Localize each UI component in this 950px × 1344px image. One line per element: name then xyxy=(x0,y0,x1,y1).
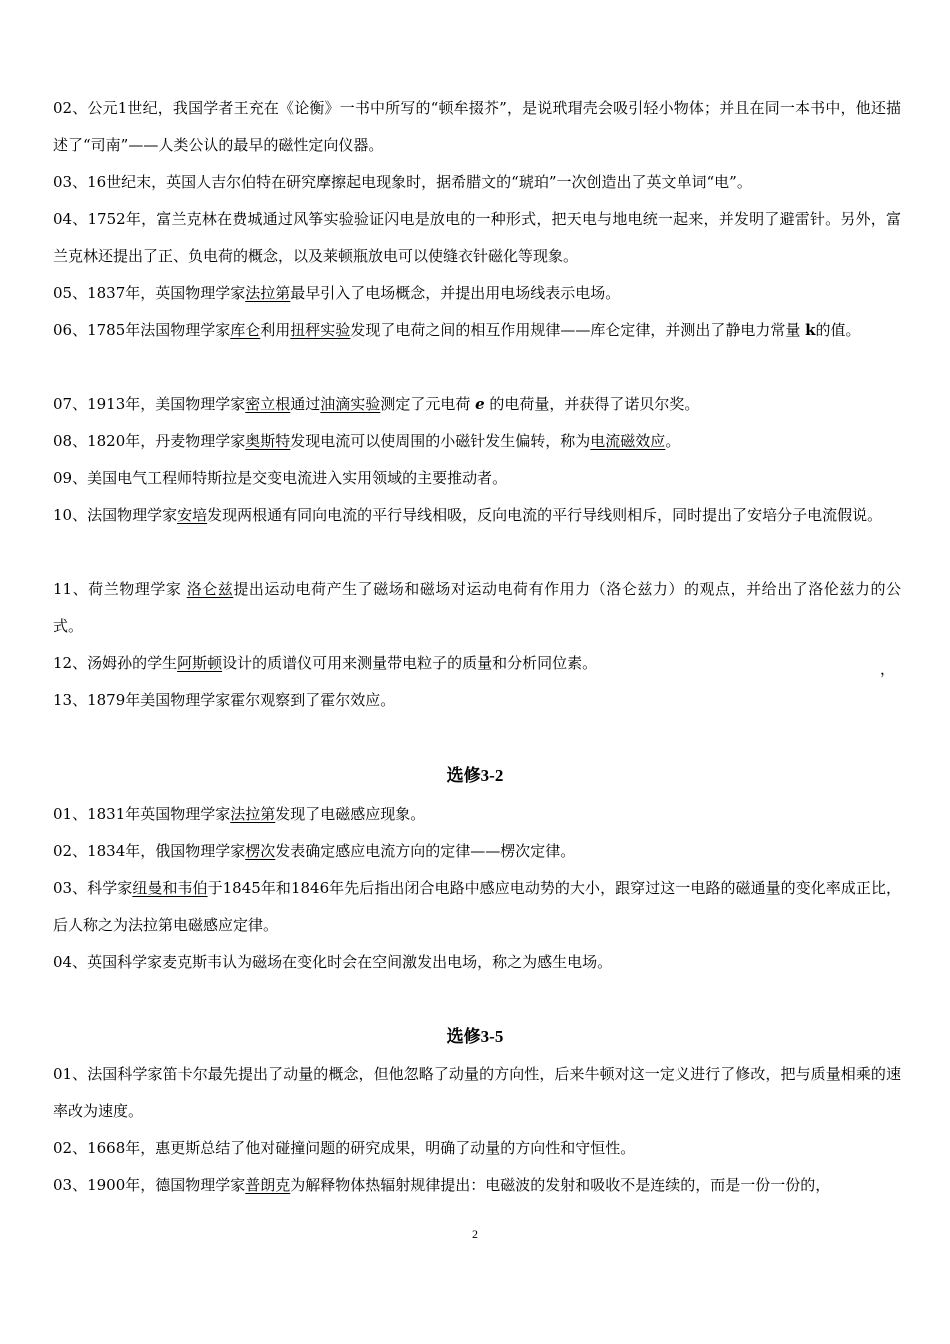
text-run: 测定了元电荷 xyxy=(380,395,476,413)
text-run: 02、1834年，俄国物理学家 xyxy=(53,842,246,860)
text-run: 01、1831年英国物理学家 xyxy=(53,805,231,823)
text-run: 最早引入了电场概念，并提出用电场线表示电场。 xyxy=(290,284,621,302)
underlined-term: 阿斯顿 xyxy=(177,654,223,672)
text-run: 02、1668年，惠更斯总结了他对碰撞问题的研究成果，明确了动量的方向性和守恒性。 xyxy=(53,1139,636,1157)
stray-comma: ， xyxy=(880,660,896,678)
paragraph-3-1-12 xyxy=(53,645,901,682)
underlined-term: 扭秤实验 xyxy=(290,321,351,339)
text-run: 于1845年和1846年先后指出闭合电路中感应电动势的大小，跟穿过这一电路的磁通量的变化率成正比，后人称之为法拉第电磁感应定律。 xyxy=(53,879,901,934)
paragraph-3-1-02 xyxy=(53,90,901,164)
paragraph-3-1-07 xyxy=(53,386,901,423)
text-run: 03、1900年，德国物理学家 xyxy=(53,1176,246,1194)
section-heading-3-2 xyxy=(0,764,950,788)
emphasis-symbol: e xyxy=(475,395,485,413)
paragraph-3-1-05 xyxy=(53,275,901,312)
paragraph-3-5-01 xyxy=(53,1056,901,1130)
paragraph-3-1-09 xyxy=(53,460,901,497)
paragraph-3-2-04 xyxy=(53,944,901,981)
underlined-term: 普朗克 xyxy=(245,1176,291,1194)
underlined-term: 法拉第 xyxy=(230,805,276,823)
paragraph-3-2-02 xyxy=(53,833,901,870)
text-run: 13、1879年美国物理学家霍尔观察到了霍尔效应。 xyxy=(53,691,396,709)
text-run: 04、1752年，富兰克林在费城通过风筝实验验证闪电是放电的一种形式，把天电与地电统一起来，并发明了避雷针。另外，富兰克林还提出了正、负电荷的概念，以及莱顿瓶放电可以使缝衣针磁化等现象。 xyxy=(53,210,901,265)
text-run: 06、1785年法国物理学家 xyxy=(53,321,231,339)
paragraph-3-1-11 xyxy=(53,571,901,645)
text-run: 09、美国电气工程师特斯拉是交变电流进入实用领域的主要推动者。 xyxy=(53,469,508,487)
text-run: 通过 xyxy=(290,395,321,413)
text-run: 04、英国科学家麦克斯韦认为磁场在变化时会在空间激发出电场，称之为感生电场。 xyxy=(53,953,613,971)
text-run: 发现了电磁感应现象。 xyxy=(275,805,426,823)
underlined-term: 库仑 xyxy=(230,321,261,339)
section-heading-3-5 xyxy=(0,1025,950,1049)
text-run: 利用 xyxy=(260,321,291,339)
underlined-term: 密立根 xyxy=(245,395,291,413)
text-run: 12、汤姆孙的学生 xyxy=(53,654,178,672)
paragraph-3-5-03 xyxy=(53,1167,901,1204)
emphasis-symbol: k xyxy=(805,321,816,339)
underlined-term: 法拉第 xyxy=(245,284,291,302)
text-run: 为解释物体热辐射规律提出：电磁波的发射和吸收不是连续的，而是一份一份的， xyxy=(290,1176,831,1194)
text-run: 的值。 xyxy=(815,321,861,339)
text-run: 03、科学家 xyxy=(53,879,133,897)
text-run: 发现了电荷之间的相互作用规律——库仑定律，并测出了静电力常量 xyxy=(350,321,806,339)
text-run: 的电荷量，并获得了诺贝尔奖。 xyxy=(484,395,700,413)
text-run: 05、1837年，英国物理学家 xyxy=(53,284,246,302)
heading-prefix: 选修 xyxy=(446,1027,481,1047)
heading-prefix: 选修 xyxy=(446,766,481,786)
paragraph-3-1-13 xyxy=(53,682,901,719)
paragraph-3-1-04 xyxy=(53,201,901,275)
text-run: 02、公元1世纪，我国学者王充在《论衡》一书中所写的“顿牟掇芥”，是说玳瑁壳会吸引轻小物体；并且在同一本书中，他还描述了“司南”——人类公认的最早的磁性定向仪器。 xyxy=(53,99,901,154)
text-run: 。 xyxy=(665,432,681,450)
paragraph-3-1-08 xyxy=(53,423,901,460)
underlined-term: 安培 xyxy=(177,506,208,524)
text-run: 发现电流可以使周围的小磁针发生偏转，称为 xyxy=(290,432,591,450)
paragraph-3-2-01 xyxy=(53,796,901,833)
text-run: 08、1820年，丹麦物理学家 xyxy=(53,432,246,450)
page-number: 2 xyxy=(472,1227,478,1241)
heading-number: 3-5 xyxy=(480,1027,504,1046)
text-run: 提出运动电荷产生了磁场和磁场对运动电荷有作用力（洛仑兹力）的观点，并给出了洛伦兹力的公式。 xyxy=(53,580,901,635)
heading-number: 3-2 xyxy=(480,766,504,785)
text-run: 发表确定感应电流方向的定律——楞次定律。 xyxy=(275,842,576,860)
paragraph-3-5-02 xyxy=(53,1130,901,1167)
underlined-term: 电流磁效应 xyxy=(590,432,666,450)
text-run: 发现两根通有同向电流的平行导线相吸，反向电流的平行导线则相斥，同时提出了安培分子电流假说。 xyxy=(207,506,883,524)
underlined-term: 奥斯特 xyxy=(245,432,291,450)
paragraph-3-1-03 xyxy=(53,164,901,201)
underlined-term: 纽曼和韦伯 xyxy=(132,879,208,897)
text-run: 07、1913年，美国物理学家 xyxy=(53,395,246,413)
paragraph-3-1-10 xyxy=(53,497,901,534)
text-run: 03、16世纪末，英国人吉尔伯特在研究摩擦起电现象时，据希腊文的“琥珀”一次创造出了英文单词“电”。 xyxy=(53,173,752,191)
underlined-term: 洛仑兹 xyxy=(186,580,234,598)
text-run: 设计的质谱仪可用来测量带电粒子的质量和分析同位素。 xyxy=(222,654,598,672)
paragraph-3-2-03 xyxy=(53,870,901,944)
underlined-term: 油滴实验 xyxy=(320,395,381,413)
underlined-term: 楞次 xyxy=(245,842,276,860)
text-run: 10、法国物理学家 xyxy=(53,506,178,524)
paragraph-3-1-06 xyxy=(53,312,901,349)
text-run: 11、荷兰物理学家 xyxy=(53,580,187,598)
text-run: 01、法国科学家笛卡尔最先提出了动量的概念，但他忽略了动量的方向性，后来牛顿对这一定义进行了修改，把与质量相乘的速率改为速度。 xyxy=(53,1065,901,1120)
